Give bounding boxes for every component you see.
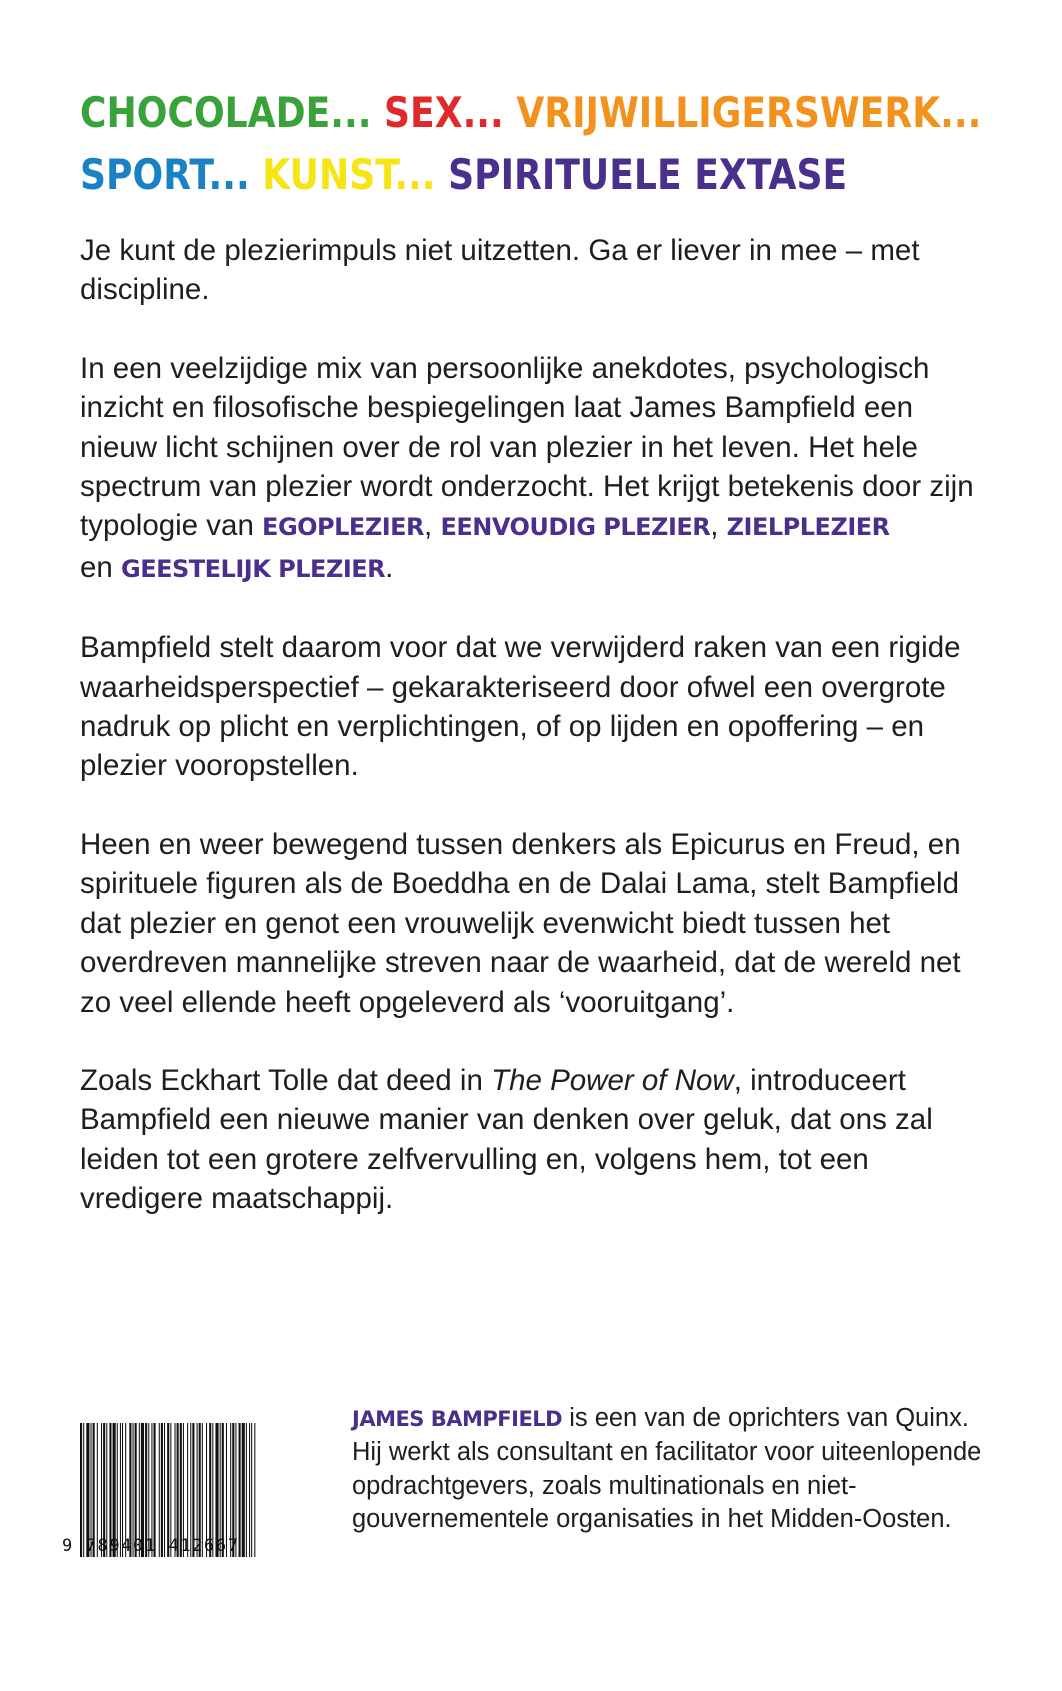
blurb-paragraph-1: Je kunt de plezierimpuls niet uitzetten. Ga er liever in mee – met discipline. [80,234,920,307]
author-bio [352,1402,992,1537]
headline-word-sex: SEX... [384,88,504,137]
headline-word-kunst: KUNST... [262,150,436,199]
headline [80,82,981,206]
author-bio-text: is een van de oprichters van Quinx. Hij werkt als consultant en facilitator voor uiteenlopende opdrachtgevers, zoals multinationals en niet-gouvernementele organisaties in het Midden-Oosten. [352,1404,982,1534]
p5-text-end: , introduceert Bampfield een nieuwe manier van denken over geluk, dat ons zal leiden tot een grotere zelfvervulling en, volgens hem, tot een vredigere maatschappij. [80,1063,933,1216]
headline-word-sport: SPORT... [80,150,250,199]
blurb-paragraph-3: Bampfield stelt daarom voor dat we verwijderd raken van een rigide waarheidsperspectief – gekarakteriseerd door ofwel een overgrote nadruk op plicht en verplichtingen, of op lijden en opoffering – en plezier vooropstellen. [80,631,961,783]
headline-word-chocolade: CHOCOLADE... [80,88,372,137]
headline-word-spirituele-extase: SPIRITUELE EXTASE [448,150,848,199]
headline-word-vrijwilligerswerk: VRIJWILLIGERSWERK... [516,88,982,137]
author-name: JAMES BAMPFIELD [352,1407,563,1431]
term-geestelijk-plezier: GEESTELIJK PLEZIER [121,554,386,583]
p2-text-start: In een veelzijdige mix van persoonlijke anekdotes, psychologisch inzicht en filosofische bespiegelingen laat James Bampfield een nieuw licht schijnen over de rol van plezier in het leven. Het hele spectrum van plezier wordt onderzocht. Het krijgt betekenis door zijn typologie van [80,351,974,543]
barcode-digits: 9 789401 412667 [62,1536,240,1556]
p2-sep-1: , [424,509,441,543]
blurb-paragraph-2 [80,349,980,589]
term-egoplezier: EGOPLEZIER [262,513,425,542]
p2-text-end: . [385,550,394,584]
term-eenvoudig-plezier: EENVOUDIG PLEZIER [440,513,711,542]
book-title-power-of-now: The Power of Now [491,1063,734,1097]
headline-line-2 [80,144,981,206]
p2-sep-2: , [710,509,727,543]
blurb [80,231,980,1219]
blurb-paragraph-4: Heen en weer bewegend tussen denkers als Epicurus en Freud, en spirituele figuren als de Boeddha en de Dalai Lama, stelt Bampfield dat plezier en genot een vrouwelijk evenwicht biedt tussen het overdreven mannelijke streven naar de waarheid, dat de wereld net zo veel ellende heeft opgeleverd als ‘vooruitgang’. [80,827,961,1019]
p5-text-start: Zoals Eckhart Tolle dat deed in [80,1063,492,1097]
term-zielplezier: ZIELPLEZIER [726,513,890,542]
p2-sep-3: en [80,550,122,584]
blurb-paragraph-5 [80,1061,980,1219]
headline-line-1 [80,82,981,144]
